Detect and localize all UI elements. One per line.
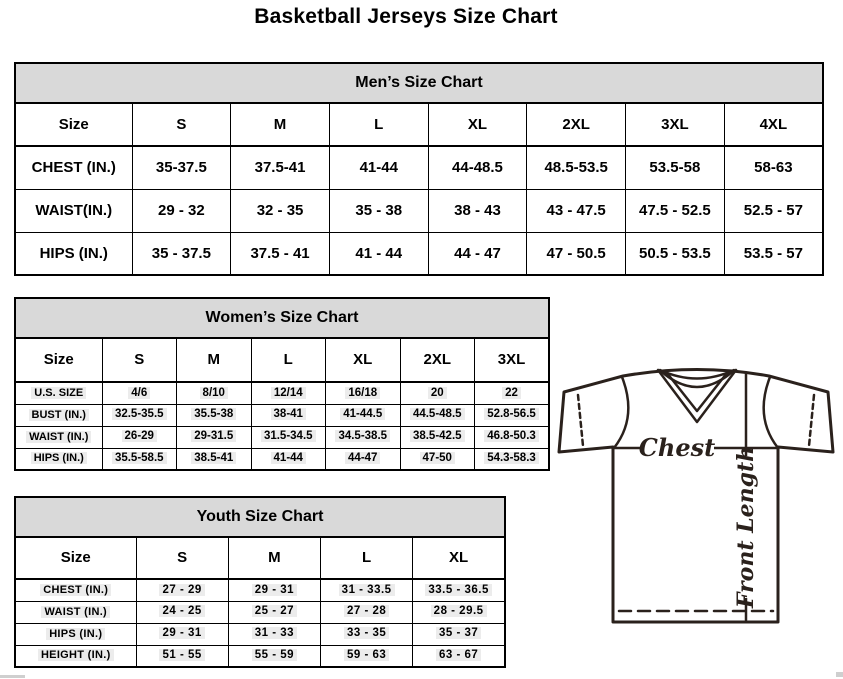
size-cell: 2XL [527, 103, 626, 146]
table-header-row [15, 298, 549, 338]
cell [136, 645, 228, 667]
size-cell: S [132, 103, 231, 146]
row-label [15, 404, 102, 426]
size-cell: M [228, 537, 320, 579]
size-cell: XL [326, 338, 401, 382]
table-header-row [15, 63, 823, 103]
row-label-text: WAIST (IN.) [26, 431, 91, 443]
cell-text: 27 - 28 [344, 605, 389, 617]
cell [475, 448, 550, 470]
size-cell: S [102, 338, 177, 382]
row-label [15, 645, 136, 667]
table-row [15, 579, 505, 601]
cell: 38 - 43 [428, 189, 527, 232]
row-label-text: U.S. SIZE [31, 387, 86, 399]
cell [400, 382, 475, 404]
cell [321, 579, 413, 601]
row-label [15, 601, 136, 623]
cell: 47 - 50.5 [527, 232, 626, 275]
cell: 43 - 47.5 [527, 189, 626, 232]
cell-text: 22 [502, 387, 521, 399]
cell-text: 26-29 [122, 430, 157, 442]
cell-text: 31 - 33 [252, 627, 297, 639]
cell [228, 601, 320, 623]
cell [177, 404, 252, 426]
cell-text: 31.5-34.5 [261, 430, 316, 442]
table-row [15, 601, 505, 623]
cell [102, 448, 177, 470]
cell: 53.5-58 [626, 146, 725, 189]
cell: 44-48.5 [428, 146, 527, 189]
youth-size-chart-table [14, 496, 506, 668]
cell-text: 29 - 31 [252, 584, 297, 596]
womens-size-chart-table [14, 297, 550, 471]
womens-chart-title: Women’s Size Chart [15, 298, 549, 338]
cell-text: 27 - 29 [159, 584, 204, 596]
size-cell: 3XL [475, 338, 550, 382]
row-label [15, 448, 102, 470]
cell-text: 34.5-38.5 [335, 430, 390, 442]
cell-text: 16/18 [345, 387, 380, 399]
cell: 29 - 32 [132, 189, 231, 232]
cell [400, 426, 475, 448]
corner-cell: Size [15, 338, 102, 382]
cell [228, 623, 320, 645]
table-row [15, 404, 549, 426]
cell [102, 404, 177, 426]
cell: 35-37.5 [132, 146, 231, 189]
row-label-text: BUST (IN.) [29, 409, 89, 421]
cell [400, 404, 475, 426]
cell [177, 382, 252, 404]
front-length-label: Front Length [733, 445, 759, 609]
cell [413, 579, 505, 601]
cell: 35 - 37.5 [132, 232, 231, 275]
table-row [15, 623, 505, 645]
cell-text: 35 - 37 [436, 627, 481, 639]
chest-label: Chest [638, 433, 716, 462]
cell [136, 579, 228, 601]
size-cell: 3XL [626, 103, 725, 146]
row-label: CHEST (IN.) [15, 146, 132, 189]
row-label-text: HEIGHT (IN.) [38, 649, 114, 661]
cell [326, 448, 401, 470]
size-cell: M [231, 103, 330, 146]
cell-text: 38-41 [271, 408, 306, 420]
size-header-row [15, 537, 505, 579]
cell [177, 448, 252, 470]
table-row [15, 645, 505, 667]
cell [475, 382, 550, 404]
cell-text: 41-44 [271, 452, 306, 464]
row-label [15, 426, 102, 448]
cell-text: 35.5-38 [191, 408, 236, 420]
page-title: Basketball Jerseys Size Chart [254, 5, 558, 28]
cell [413, 601, 505, 623]
size-cell: 4XL [724, 103, 823, 146]
cell-text: 29 - 31 [159, 627, 204, 639]
cell [326, 404, 401, 426]
cell-text: 52.8-56.5 [484, 408, 539, 420]
cell [400, 448, 475, 470]
corner-cell: Size [15, 103, 132, 146]
cell-text: 44-47 [345, 452, 380, 464]
cell-text: 51 - 55 [159, 649, 204, 661]
size-cell: M [177, 338, 252, 382]
row-label-text: HIPS (IN.) [46, 628, 105, 640]
cell: 50.5 - 53.5 [626, 232, 725, 275]
cell [102, 426, 177, 448]
size-cell: L [251, 338, 326, 382]
row-label-text: WAIST (IN.) [41, 606, 110, 618]
cell-text: 38.5-41 [191, 452, 236, 464]
table-row [15, 232, 823, 275]
cell: 32 - 35 [231, 189, 330, 232]
cell [321, 601, 413, 623]
cell [177, 426, 252, 448]
cell-text: 4/6 [128, 387, 150, 399]
size-cell: L [321, 537, 413, 579]
size-cell: L [329, 103, 428, 146]
cell-text: 33 - 35 [344, 627, 389, 639]
cell [102, 382, 177, 404]
cell: 58-63 [724, 146, 823, 189]
row-label: WAIST(IN.) [15, 189, 132, 232]
cell-text: 46.8-50.3 [484, 430, 539, 442]
cell: 35 - 38 [329, 189, 428, 232]
cell-text: 33.5 - 36.5 [425, 584, 491, 596]
cell-text: 35.5-58.5 [112, 452, 167, 464]
row-label [15, 579, 136, 601]
jersey-outline [559, 370, 833, 623]
size-header-row [15, 103, 823, 146]
cell [251, 404, 326, 426]
cell [475, 404, 550, 426]
cell: 47.5 - 52.5 [626, 189, 725, 232]
cell-text: 54.3-58.3 [484, 452, 539, 464]
cell-text: 20 [428, 387, 447, 399]
cell [228, 579, 320, 601]
cell [326, 426, 401, 448]
size-cell: 2XL [400, 338, 475, 382]
cell [228, 645, 320, 667]
cell [475, 426, 550, 448]
cell-text: 47-50 [420, 452, 455, 464]
cell: 41-44 [329, 146, 428, 189]
cell [251, 448, 326, 470]
cell-text: 25 - 27 [252, 605, 297, 617]
table-row [15, 448, 549, 470]
cell [321, 645, 413, 667]
row-label [15, 623, 136, 645]
jersey-measurement-diagram [556, 360, 841, 632]
table-row [15, 189, 823, 232]
corner-cell: Size [15, 537, 136, 579]
mens-size-chart-table [14, 62, 824, 276]
size-cell: XL [413, 537, 505, 579]
cell-text: 55 - 59 [252, 649, 297, 661]
cell: 37.5-41 [231, 146, 330, 189]
cell-text: 12/14 [271, 387, 306, 399]
cell-text: 29-31.5 [191, 430, 236, 442]
table-row [15, 382, 549, 404]
cell-text: 41-44.5 [340, 408, 385, 420]
cell-text: 63 - 67 [436, 649, 481, 661]
scrollbar-artifact-right [836, 672, 843, 677]
cell [413, 623, 505, 645]
cell [413, 645, 505, 667]
cell-text: 28 - 29.5 [431, 605, 487, 617]
cell: 48.5-53.5 [527, 146, 626, 189]
cell: 41 - 44 [329, 232, 428, 275]
cell-text: 44.5-48.5 [410, 408, 465, 420]
size-cell: S [136, 537, 228, 579]
row-label [15, 382, 102, 404]
size-cell: XL [428, 103, 527, 146]
cell [326, 382, 401, 404]
scrollbar-artifact-left [0, 675, 25, 678]
size-header-row [15, 338, 549, 382]
table-row [15, 146, 823, 189]
cell [321, 623, 413, 645]
cell-text: 38.5-42.5 [410, 430, 465, 442]
cell-text: 32.5-35.5 [112, 408, 167, 420]
cell: 53.5 - 57 [724, 232, 823, 275]
cell-text: 59 - 63 [344, 649, 389, 661]
cell: 52.5 - 57 [724, 189, 823, 232]
youth-chart-title: Youth Size Chart [15, 497, 505, 537]
cell [136, 601, 228, 623]
cell: 44 - 47 [428, 232, 527, 275]
cell-text: 8/10 [200, 387, 228, 399]
cell-text: 24 - 25 [159, 605, 204, 617]
table-header-row [15, 497, 505, 537]
cell: 37.5 - 41 [231, 232, 330, 275]
cell-text: 31 - 33.5 [339, 584, 395, 596]
cell [251, 426, 326, 448]
row-label-text: HIPS (IN.) [31, 452, 87, 464]
row-label: HIPS (IN.) [15, 232, 132, 275]
cell [251, 382, 326, 404]
cell [136, 623, 228, 645]
mens-chart-title: Men’s Size Chart [15, 63, 823, 103]
row-label-text: CHEST (IN.) [40, 584, 111, 596]
table-row [15, 426, 549, 448]
